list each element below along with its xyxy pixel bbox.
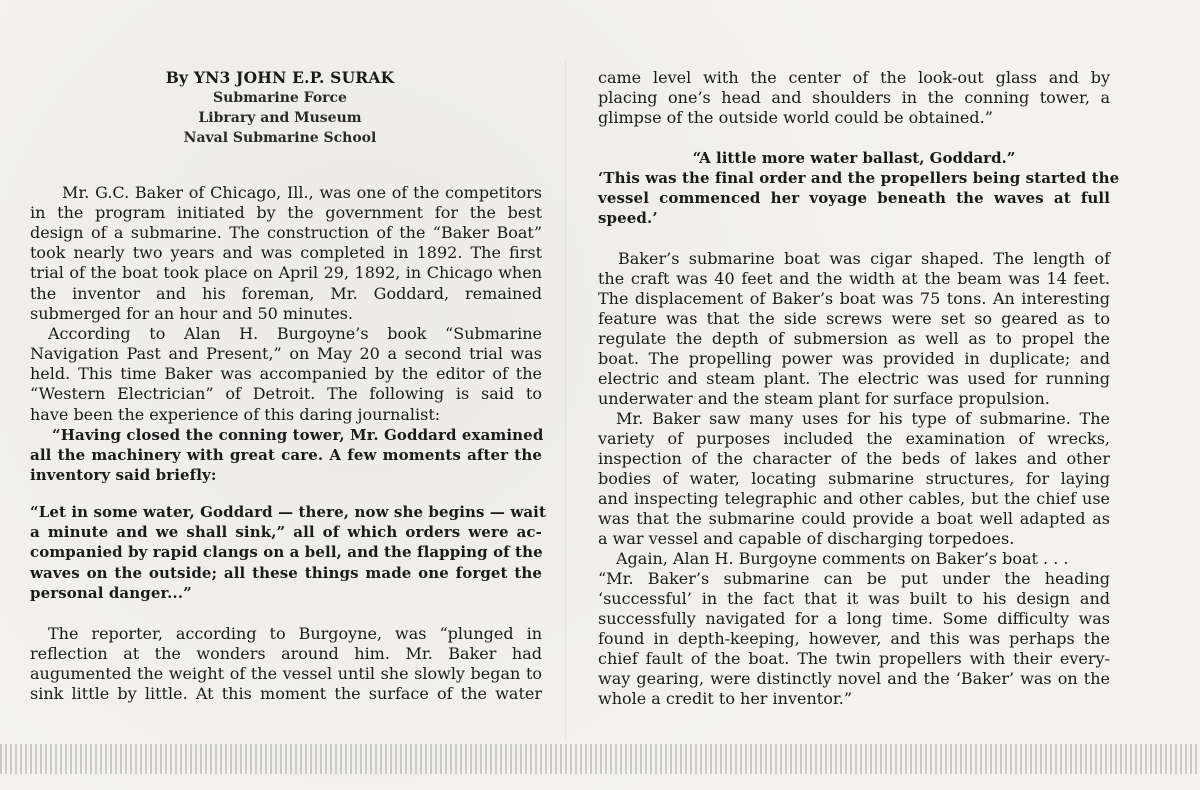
left-line: augumented the weight of the vessel until she slowly began to bbox=[30, 664, 542, 683]
left-line: “Let in some water, Goddard — there, now she begins — wait bbox=[30, 503, 546, 521]
byline-org-line-3: Naval Submarine School bbox=[183, 130, 377, 146]
right-line: feature was that the side screws were set so geared as to bbox=[598, 309, 1110, 328]
left-line: Navigation Past and Present,” on May 20 a second trial was bbox=[30, 344, 542, 363]
left-line: Mr. G.C. Baker of Chicago, Ill., was one of the competitors bbox=[62, 183, 542, 202]
right-line: “Mr. Baker’s submarine can be put under the heading bbox=[598, 569, 1110, 588]
left-line: all the machinery with great care. A few moments after the bbox=[30, 446, 542, 464]
right-line: bodies of water, locating submarine structures, for laying bbox=[598, 469, 1110, 488]
right-line: and inspecting telegraphic and other cables, but the chief use bbox=[598, 489, 1110, 508]
right-line: the craft was 40 feet and the width at the beam was 14 feet. bbox=[598, 269, 1110, 288]
left-line: held. This time Baker was accompanied by the editor of the bbox=[30, 364, 542, 383]
left-line: “Having closed the conning tower, Mr. Goddard examined bbox=[52, 426, 544, 444]
right-line: “A little more water ballast, Goddard.” bbox=[692, 149, 1016, 167]
right-line: regulate the depth of submersion as well as to propel the bbox=[598, 329, 1110, 348]
left-line: personal danger...” bbox=[30, 584, 192, 602]
right-line: a war vessel and capable of discharging torpedoes. bbox=[598, 529, 1015, 548]
left-line: submerged for an hour and 50 minutes. bbox=[30, 304, 353, 323]
right-line: chief fault of the boat. The twin propellers with their every- bbox=[598, 649, 1110, 668]
right-line: vessel commenced her voyage beneath the waves at full bbox=[598, 189, 1110, 207]
right-line: successfully navigated for a long time. Some difficulty was bbox=[598, 609, 1110, 628]
left-line: reflection at the wonders around him. Mr. Baker had bbox=[30, 644, 542, 663]
left-line: companied by rapid clangs on a bell, and the flapping of the bbox=[30, 543, 543, 561]
right-line: way gearing, were distinctly novel and the ‘Baker’ was on the bbox=[598, 669, 1110, 688]
right-line: boat. The propelling power was provided in duplicate; and bbox=[598, 349, 1110, 368]
left-line: the inventor and his foreman, Mr. Goddard, remained bbox=[30, 284, 542, 303]
right-line: The displacement of Baker’s boat was 75 tons. An interesting bbox=[598, 289, 1110, 308]
right-line: placing one’s head and shoulders in the conning tower, a bbox=[598, 88, 1110, 107]
right-line: was that the submarine could provide a boat well adapted as bbox=[598, 509, 1110, 528]
right-line: found in depth-keeping, however, and this was perhaps the bbox=[598, 629, 1110, 648]
left-line: waves on the outside; all these things made one forget the bbox=[30, 564, 542, 582]
right-line: speed.’ bbox=[598, 209, 658, 227]
byline-org-line-1: Submarine Force bbox=[213, 90, 347, 106]
right-line: Baker’s submarine boat was cigar shaped. The length of bbox=[618, 249, 1110, 268]
left-line: have been the experience of this daring journalist: bbox=[30, 405, 441, 424]
left-line: “Western Electrician” of Detroit. The following is said to bbox=[30, 384, 542, 403]
right-line: ‘This was the final order and the propellers being started the bbox=[598, 169, 1120, 187]
right-line: inspection of the character of the beds of lakes and other bbox=[598, 449, 1110, 468]
left-line: took nearly two years and was completed in 1892. The first bbox=[30, 243, 542, 262]
right-line: glimpse of the outside world could be obtained.” bbox=[598, 108, 993, 127]
left-line: The reporter, according to Burgoyne, was “plunged in bbox=[48, 624, 542, 643]
left-line: inventory said briefly: bbox=[30, 466, 217, 484]
byline-org-line-2: Library and Museum bbox=[198, 110, 362, 126]
right-line: ‘successful’ in the fact that it was built to his design and bbox=[598, 589, 1110, 608]
right-line: variety of purposes included the examination of wrecks, bbox=[598, 429, 1110, 448]
left-line: a minute and we shall sink,” all of which orders were ac- bbox=[30, 523, 542, 541]
byline-author: By YN3 JOHN E.P. SURAK bbox=[165, 68, 395, 87]
left-line: trial of the boat took place on April 29, 1892, in Chicago when bbox=[30, 263, 542, 282]
right-line: came level with the center of the look-out glass and by bbox=[598, 68, 1110, 87]
right-line: Mr. Baker saw many uses for his type of submarine. The bbox=[616, 409, 1110, 428]
right-line: whole a credit to her inventor.” bbox=[598, 689, 852, 708]
left-line: sink little by little. At this moment the surface of the water bbox=[30, 684, 542, 703]
right-line: electric and steam plant. The electric was used for running bbox=[598, 369, 1110, 388]
byline bbox=[150, 68, 410, 148]
column-divider bbox=[565, 60, 566, 740]
left-line: in the program initiated by the government for the best bbox=[30, 203, 542, 222]
bleed-through-strip bbox=[0, 744, 1200, 774]
right-line: underwater and the steam plant for surface propulsion. bbox=[598, 389, 1050, 408]
left-line: According to Alan H. Burgoyne’s book “Submarine bbox=[48, 324, 542, 343]
right-line: Again, Alan H. Burgoyne comments on Baker’s boat . . . bbox=[616, 549, 1069, 568]
left-line: design of a submarine. The construction of the “Baker Boat” bbox=[30, 223, 542, 242]
